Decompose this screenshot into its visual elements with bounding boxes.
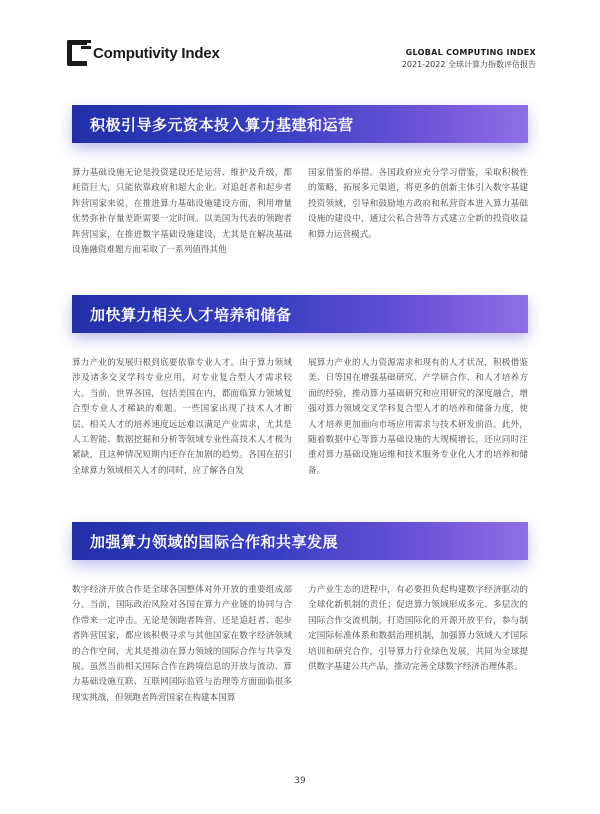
section-right-column: 力产业生态的进程中，有必要担负起构建数字经济驱动的全球化新机制的责任；促进算力领域形成多元、多层次的国际合作交流机制，打造国际化的开源开放平台，参与制定国际标准体系和数据治理机制，加强算力领域人才国际培训和研究合作，引导算力行业绿色发展，共同为全球提供数字基建公共产品，推动完善全球数字经济治理体系。 [308,585,528,673]
page-number: 39 [294,776,306,786]
section-right-column: 国家借鉴的举措。各国政府应充分学习借鉴，采取积极性的策略，拓展多元渠道，将更多的创新主体引入数字基建投资领域，引导和鼓励地方政府和私营资本进入算力基础设施的建设中，通过公私合营等方式建立全新的投资收益和算力运营模式。 [308,168,528,240]
logo [67,40,220,66]
section-right-column: 展算力产业的人力资源需求和现有的人才状况，积极借鉴美、日等国在增强基础研究、产学研合作、和人才培养方面的经验，推动算力基础研究和应用研究的深度融合，增强对算力领域交叉学科复合型人才的培养和储备力度，使人才培养更加面向市场应用需求与技术研发前沿。此外，随着数据中心等算力基础设施的大规模增长，还应同时注重对算力基础设施运维和技术服务专业化人才的培养和储备。 [308,358,528,476]
logo-icon [67,40,89,66]
section-heading-talent [72,295,528,333]
report-title-cn: 2021-2022 全球计算力指数评估报告 [401,60,536,69]
logo-text: Computivity Index [93,44,220,62]
section-heading-capital [72,105,528,143]
section-body-capital [72,166,528,258]
section-heading-cooperation [72,522,528,560]
page-header [0,0,600,80]
section-body-talent [72,356,528,479]
section-heading-text: 积极引导多元资本投入算力基建和运营 [90,115,354,134]
section-body-cooperation [72,583,528,706]
report-title [402,48,536,70]
section-left-column: 算力产业的发展归根到底要依靠专业人才。由于算力领域涉及诸多交叉学科专业应用，对专业复合型人才需求较大。当前，世界各国，包括美国在内，都面临算力领域复合型专业人才稀缺的难题。一些国家出现了技术人才断层。相关人才的培养速度远远难以满足产业需求，尤其是人工智能、数据挖掘和分析等领域专业性高技术人才极为紧缺，且这种情况短期内还存在加剧的趋势。各国在招引全球算力领域相关人才的同时，应了解各自发 [72,358,292,476]
report-title-en: GLOBAL COMPUTING INDEX [405,48,536,57]
section-left-column: 数字经济开放合作是全球各国整体对外开放的重要组成部分。当前，国际政治风险对各国在算力产业链的协同与合作带来一定冲击。无论是领跑者阵营、还是追赶者、起步者阵营国家，都应该积极寻求与其他国家在数字经济领域的合作空间，尤其是推动在算力领域的国际合作与共享发展。虽然当前相关国际合作在跨境信息的开放与流动、算力基础设施互联、互联网国际监管与治理等方面面临很多现实挑战，但领跑者阵营国家在构建本国算 [72,585,292,703]
section-left-column: 算力基础设施无论是投资建设还是运营、维护及升级，都耗资巨大，只能依靠政府和超大企业。对追赶者和起步者阵营国家来说，在推进算力基础设施建设方面，利用增量优势弥补存量差距需要一定时间。以美国为代表的领跑者阵营国家，在推进数字基础设施建设，尤其是在解决基础设施融资难题方面采取了一系列值得其他 [72,168,292,256]
section-heading-text: 加强算力领域的国际合作和共享发展 [90,532,339,551]
section-heading-text: 加快算力相关人才培养和储备 [90,305,292,324]
